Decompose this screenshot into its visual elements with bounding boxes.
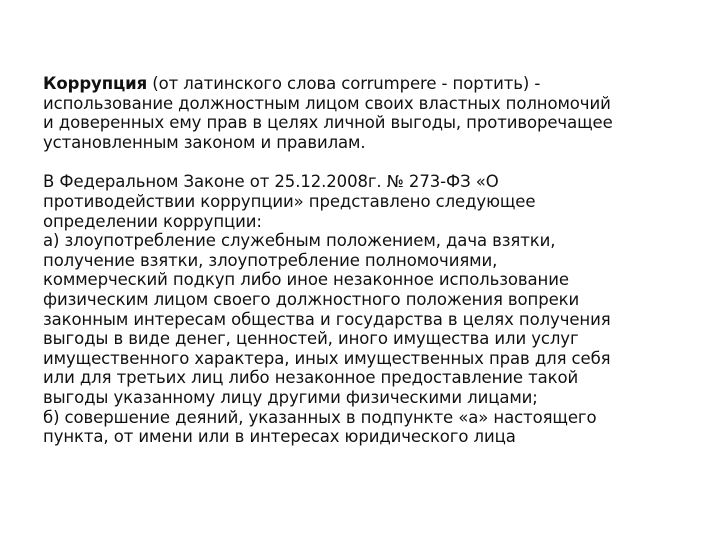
item-b-line: пункта, от имени или в интересах юридического лица [43, 427, 516, 447]
item-a-line: законным интересам общества и государства в целях получения [43, 309, 611, 329]
definition-paragraph [43, 74, 693, 152]
item-a-line: а) злоупотребление служебным положением, дача взятки, [43, 231, 556, 251]
definition-line [43, 74, 693, 94]
item-a-line: коммерческий подкуп либо иное незаконное использование [43, 270, 569, 290]
definition-line: установленным законом и правилам. [43, 132, 366, 152]
item-a-line: физическим лицом своего должностного положения вопреки [43, 289, 580, 309]
definition-line-text: (от латинского слова corrumpere - портить) - [147, 74, 541, 93]
item-a-line: выгоды указанному лицу другими физическими лицами; [43, 387, 538, 407]
definition-term: Коррупция [43, 74, 148, 93]
law-intro-line: В Федеральном Законе от 25.12.2008г. № 273-ФЗ «О [43, 172, 499, 192]
item-a-line: имущественного характера, иных имущественных прав для себя [43, 348, 611, 368]
item-b-line: б) совершение деяний, указанных в подпункте «а» настоящего [43, 407, 597, 427]
item-a-line: или для третьих лиц либо незаконное предоставление такой [43, 368, 579, 388]
law-item-a [43, 231, 693, 407]
item-a-line: выгоды в виде денег, ценностей, иного имущества или услуг [43, 329, 579, 349]
paragraph-gap [43, 152, 693, 172]
slide-body [43, 74, 693, 447]
law-intro-line: противодействии коррупции» представлено следующее [43, 191, 536, 211]
law-intro-line: определении коррупции: [43, 211, 262, 231]
law-intro-paragraph [43, 172, 693, 231]
definition-line: использование должностным лицом своих властных полномочий [43, 93, 611, 113]
definition-line: и доверенных ему прав в целях личной выгоды, противоречащее [43, 113, 613, 133]
law-item-b [43, 408, 693, 447]
item-a-line: получение взятки, злоупотребление полномочиями, [43, 250, 498, 270]
